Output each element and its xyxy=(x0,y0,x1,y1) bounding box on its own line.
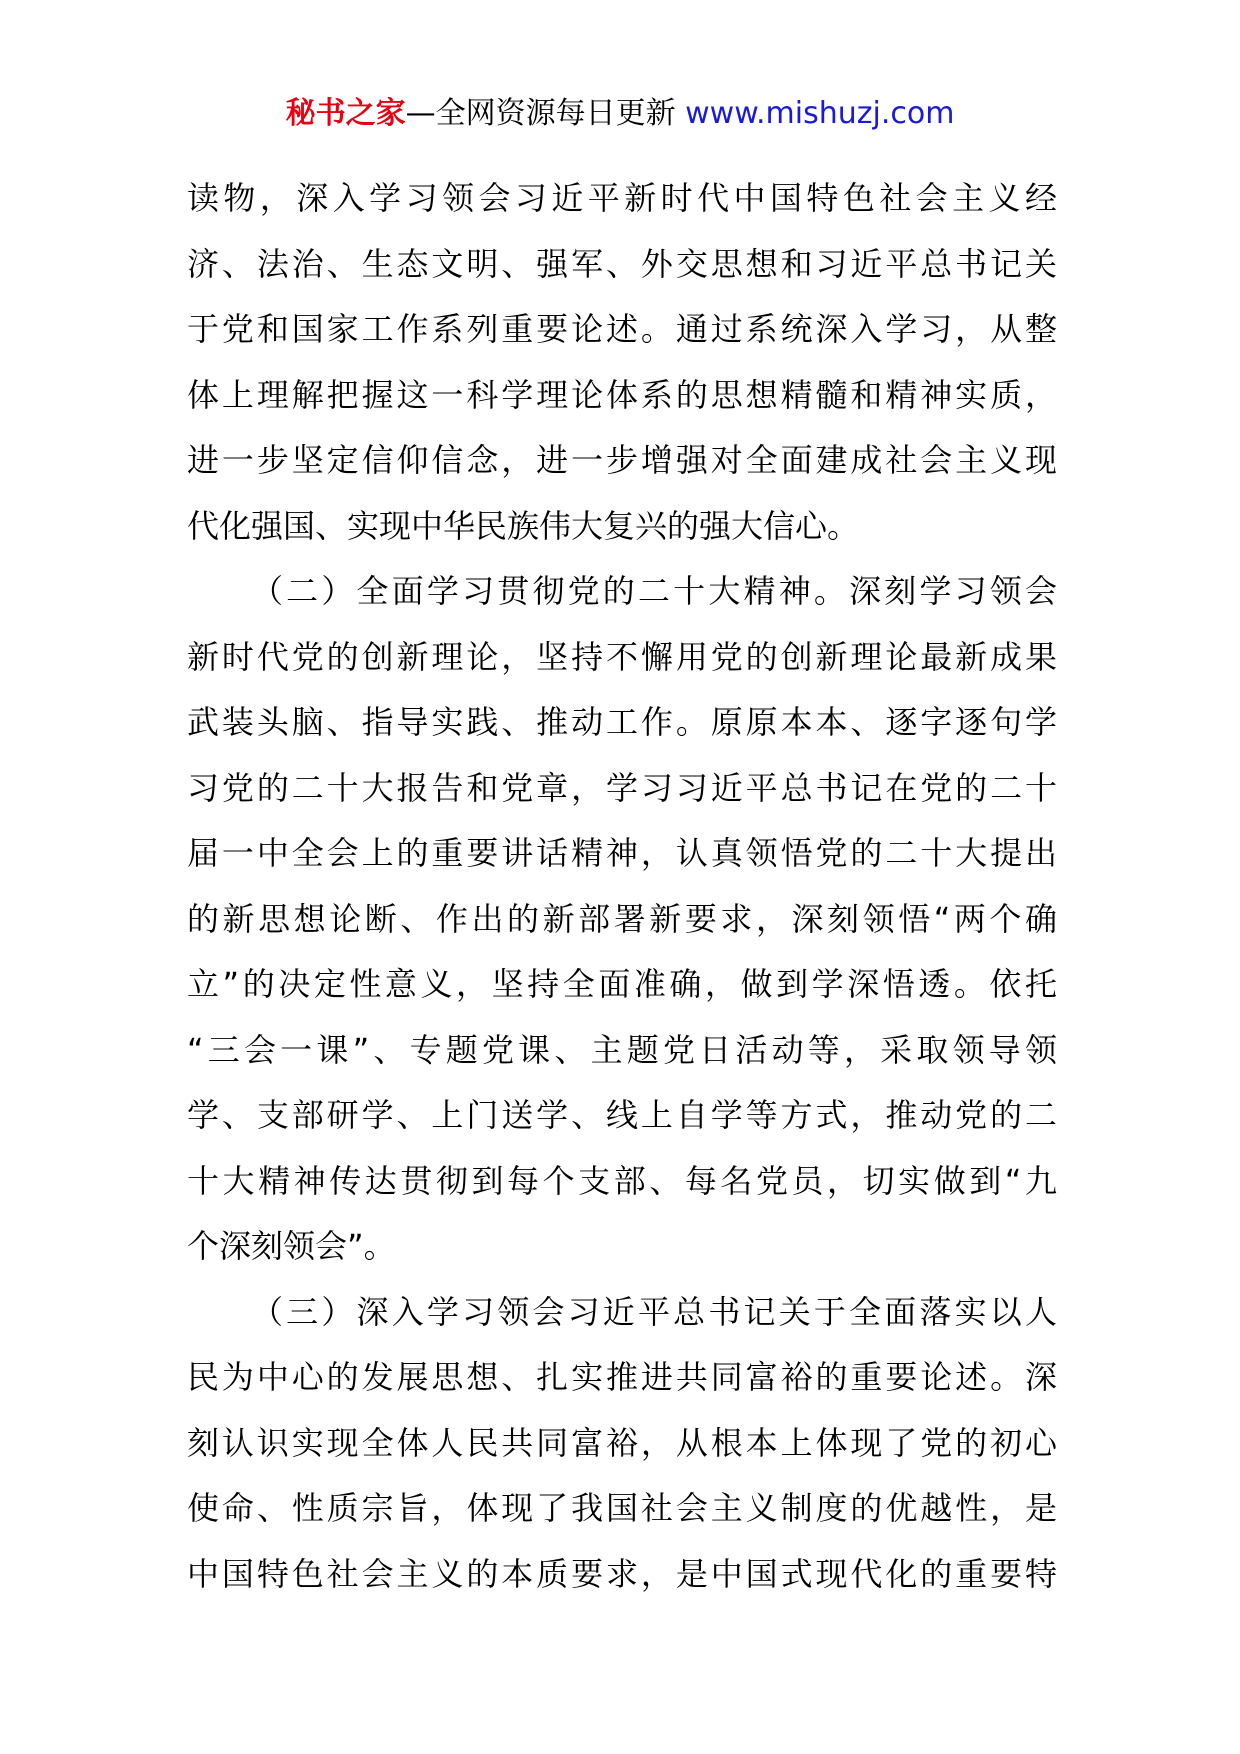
text-line: 的新思想论断、作出的新部署新要求，深刻领悟“两个确 xyxy=(187,899,1057,938)
text-line: 民为中心的发展思想、扎实推进共同富裕的重要论述。深 xyxy=(187,1358,1057,1396)
site-url-link[interactable]: www.mishuzj.com xyxy=(685,96,955,131)
text-line: 立”的决定性意义，坚持全面准确，做到学深悟透。依托 xyxy=(187,965,1057,1003)
header-tagline: —全网资源每日更新 xyxy=(405,96,686,131)
section-heading-line: （三）深入学习领会习近平总书记关于全面落实以人 xyxy=(251,1292,1057,1331)
section-heading-line: （二）全面学习贯彻党的二十大精神。深刻学习领会 xyxy=(251,572,1057,610)
text-line: 刻认识实现全体人民共同富裕，从根本上体现了党的初心 xyxy=(187,1423,1057,1462)
site-header xyxy=(0,94,1240,134)
text-line: 习党的二十大报告和党章，学习习近平总书记在党的二十 xyxy=(187,768,1057,807)
text-line: 个深刻领会”。 xyxy=(187,1227,396,1265)
text-line: 中国特色社会主义的本质要求，是中国式现代化的重要特 xyxy=(187,1554,1057,1593)
text-line: 于党和国家工作系列重要论述。通过系统深入学习，从整 xyxy=(187,310,1057,348)
text-line: 届一中全会上的重要讲话精神，认真领悟党的二十大提出 xyxy=(187,834,1057,872)
text-line: 武装头脑、指导实践、推动工作。原原本本、逐字逐句学 xyxy=(187,703,1057,741)
text-line: 十大精神传达贯彻到每个支部、每名党员，切实做到“九 xyxy=(187,1161,1057,1200)
text-line: 学、支部研学、上门送学、线上自学等方式，推动党的二 xyxy=(187,1096,1057,1134)
text-line: 进一步坚定信仰信念，进一步增强对全面建成社会主义现 xyxy=(187,441,1057,479)
brand-name: 秘书之家 xyxy=(285,96,406,131)
text-line: 济、法治、生态文明、强军、外交思想和习近平总书记关 xyxy=(187,244,1057,283)
text-line: 体上理解把握这一科学理论体系的思想精髓和精神实质， xyxy=(187,375,1057,414)
text-line: “三会一课”、专题党课、主题党日活动等，采取领导领 xyxy=(187,1030,1057,1069)
text-line: 新时代党的创新理论，坚持不懈用党的创新理论最新成果 xyxy=(187,637,1057,676)
text-line: 代化强国、实现中华民族伟大复兴的强大信心。 xyxy=(187,506,860,545)
text-line: 读物，深入学习领会习近平新时代中国特色社会主义经 xyxy=(187,179,1057,217)
document-body xyxy=(187,166,1057,1607)
text-line: 使命、性质宗旨，体现了我国社会主义制度的优越性，是 xyxy=(187,1489,1057,1527)
